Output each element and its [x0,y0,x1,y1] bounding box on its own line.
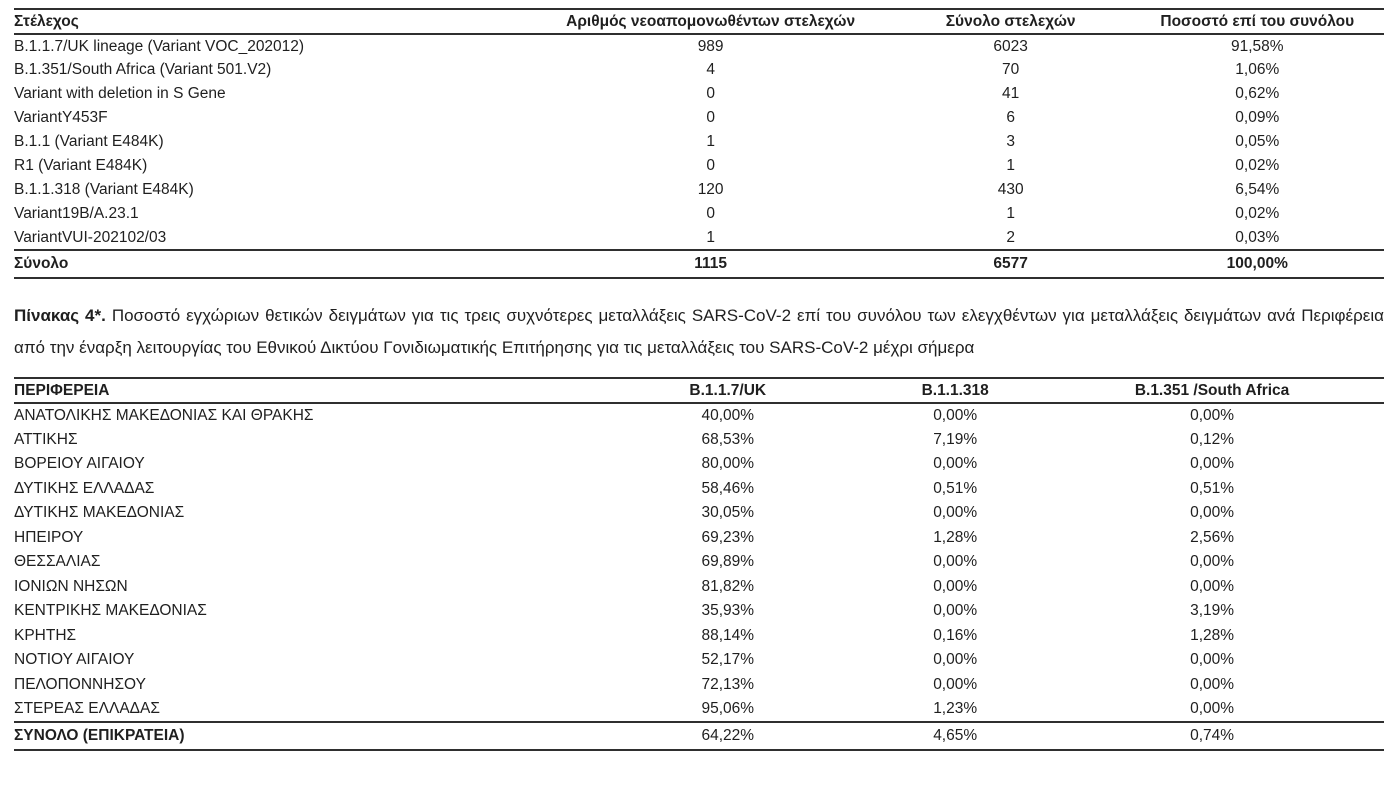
col-strain: Στέλεχος [14,9,530,34]
table-row [14,526,1384,551]
cell-percent: 1,06% [1235,61,1280,78]
cell-b1351: 0,00% [1190,699,1235,717]
cell-new: 0 [706,205,715,222]
cell-b1351: 0,12% [1190,430,1235,448]
table-header-row [14,9,1384,34]
col-b1351-south-africa: B.1.351 /South Africa [1040,378,1384,403]
cell-strain: Variant19B/A.23.1 [14,205,139,222]
cell-b11318: 0,00% [933,406,978,424]
cell-strain: VariantY453F [14,109,108,126]
cell-b11318: 7,19% [933,430,978,448]
cell-percent: 0,05% [1235,133,1280,150]
caption-text: Ποσοστό εγχώριων θετικών δειγμάτων για τις τρεις συχνότερες μεταλλάξεις SARS-CoV-2 επί του συνόλου των ελεγχθέντων για μεταλλάξεις δειγμάτων ανά Περιφέρεια από την έναρξη λειτουργίας του Εθνικού Δικτύου Γονιδιωματικής Επιτήρησης για τις μεταλλάξεις του SARS-CoV-2 μέχρι σήμερα [14,306,1384,357]
cell-b1351: 0,00% [1190,504,1235,522]
cell-b1351: 0,51% [1190,479,1235,497]
cell-b1351: 0,74% [1040,722,1384,750]
cell-b1351: 0,00% [1190,577,1235,595]
cell-total: 41 [1002,85,1020,102]
cell-new: 4 [706,61,715,78]
cell-b117: 88,14% [701,626,755,644]
cell-new: 0 [706,157,715,174]
cell-total: 6023 [993,37,1028,55]
cell-region: ΣΤΕΡΕΑΣ ΕΛΛΑΔΑΣ [14,699,160,717]
table-row [14,82,1384,106]
cell-strain: B.1.1.318 (Variant E484K) [14,181,194,198]
total-row [14,722,1384,750]
table-row [14,34,1384,58]
cell-b1351: 0,00% [1190,651,1235,669]
cell-b11318: 0,00% [933,455,978,473]
cell-b117: 58,46% [701,479,755,497]
cell-new: 1 [706,133,715,150]
cell-strain: B.1.1 (Variant E484K) [14,133,164,150]
table-row [14,648,1384,673]
cell-region: ΚΕΝΤΡΙΚΗΣ ΜΑΚΕΔΟΝΙΑΣ [14,602,207,620]
cell-total: 430 [997,181,1024,198]
cell-total: 3 [1006,133,1015,150]
cell-b117: 40,00% [701,406,755,424]
table-row [14,452,1384,477]
cell-percent: 0,09% [1235,109,1280,126]
cell-total: 1 [1006,157,1015,174]
cell-b1351: 0,00% [1190,675,1235,693]
cell-strain: VariantVUI-202102/03 [14,228,167,246]
cell-b11318: 0,00% [933,553,978,571]
col-b11318: B.1.1.318 [870,378,1040,403]
table4-caption [14,300,1384,364]
cell-b117: 80,00% [701,455,755,473]
cell-percent: 100,00% [1131,250,1384,278]
table-row [14,403,1384,428]
cell-b11318: 0,51% [933,479,978,497]
table-row [14,428,1384,453]
cell-b11318: 0,00% [933,675,978,693]
table-row [14,58,1384,82]
variants-table [14,8,1384,279]
cell-b117: 52,17% [701,651,755,669]
cell-b117: 69,89% [701,553,755,571]
col-new-isolates: Αριθμός νεοαπομονωθέντων στελεχών [530,9,890,34]
cell-b1351: 0,00% [1190,455,1235,473]
table-row [14,178,1384,202]
table-row [14,624,1384,649]
cell-b11318: 0,16% [933,626,978,644]
cell-strain: B.1.351/South Africa (Variant 501.V2) [14,61,272,78]
total-row [14,250,1384,278]
cell-b1351: 3,19% [1190,602,1235,620]
cell-total-label: Σύνολο [14,250,530,278]
cell-b1351: 0,00% [1190,406,1235,424]
cell-b117: 68,53% [701,430,755,448]
cell-b11318: 4,65% [870,722,1040,750]
cell-region: ΒΟΡΕΙΟΥ ΑΙΓΑΙΟΥ [14,455,145,473]
table-row [14,550,1384,575]
cell-region: ΔΥΤΙΚΗΣ ΕΛΛΑΔΑΣ [14,479,155,497]
cell-b11318: 0,00% [933,602,978,620]
cell-region: ΝΟΤΙΟΥ ΑΙΓΑΙΟΥ [14,651,135,669]
cell-b11318: 1,28% [933,528,978,546]
cell-total-label: ΣΥΝΟΛΟ (ΕΠΙΚΡΑΤΕΙΑ) [14,722,585,750]
table-row [14,501,1384,526]
table-row [14,673,1384,698]
cell-b117: 95,06% [701,699,755,717]
cell-new: 989 [697,37,724,55]
cell-region: ΙΟΝΙΩΝ ΝΗΣΩΝ [14,577,128,595]
cell-region: ΚΡΗΤΗΣ [14,626,77,644]
cell-b1351: 2,56% [1190,528,1235,546]
table-row [14,154,1384,178]
cell-b1351: 0,00% [1190,553,1235,571]
cell-percent: 0,03% [1235,228,1280,246]
cell-b117: 81,82% [701,577,755,595]
cell-b11318: 0,00% [933,651,978,669]
cell-b11318: 0,00% [933,577,978,595]
cell-region: ΗΠΕΙΡΟΥ [14,528,84,546]
cell-b117: 30,05% [701,504,755,522]
cell-region: ΠΕΛΟΠΟΝΝΗΣΟΥ [14,675,146,693]
col-percent-of-total: Ποσοστό επί του συνόλου [1131,9,1384,34]
table-row [14,599,1384,624]
table-row [14,477,1384,502]
cell-percent: 6,54% [1235,181,1280,198]
table-row [14,202,1384,226]
cell-new: 0 [706,109,715,126]
cell-b11318: 0,00% [933,504,978,522]
cell-total: 2 [1006,228,1015,246]
cell-region: ΑΤΤΙΚΗΣ [14,430,78,448]
cell-region: ΔΥΤΙΚΗΣ ΜΑΚΕΔΟΝΙΑΣ [14,504,185,522]
caption-label: Πίνακας 4*. [14,306,106,325]
cell-region: ΑΝΑΤΟΛΙΚΗΣ ΜΑΚΕΔΟΝΙΑΣ ΚΑΙ ΘΡΑΚΗΣ [14,406,314,424]
cell-percent: 91,58% [1230,37,1284,55]
cell-total: 6577 [891,250,1131,278]
cell-new: 1 [706,228,715,246]
table-row [14,106,1384,130]
table-row [14,575,1384,600]
regions-table [14,377,1384,751]
table-row [14,130,1384,154]
cell-percent: 0,02% [1235,157,1280,174]
col-total-strains: Σύνολο στελεχών [891,9,1131,34]
cell-new: 1115 [530,250,890,278]
cell-strain: Variant with deletion in S Gene [14,85,226,102]
table-header-row [14,378,1384,403]
cell-total: 6 [1006,109,1015,126]
cell-strain: B.1.1.7/UK lineage (Variant VOC_202012) [14,37,305,55]
cell-region: ΘΕΣΣΑΛΙΑΣ [14,553,101,571]
table-row [14,226,1384,250]
cell-b117: 64,22% [585,722,870,750]
cell-b11318: 1,23% [933,699,978,717]
cell-new: 0 [706,85,715,102]
cell-percent: 0,62% [1235,85,1280,102]
cell-percent: 0,02% [1235,205,1280,222]
table-row [14,697,1384,722]
col-region: ΠΕΡΙΦΕΡΕΙΑ [14,378,585,403]
cell-total: 70 [1002,61,1020,78]
cell-b117: 69,23% [701,528,755,546]
cell-b117: 72,13% [701,675,755,693]
cell-strain: R1 (Variant E484K) [14,157,148,174]
cell-b117: 35,93% [701,602,755,620]
cell-new: 120 [697,181,724,198]
col-b117-uk: B.1.1.7/UK [585,378,870,403]
cell-b1351: 1,28% [1190,626,1235,644]
cell-total: 1 [1006,205,1015,222]
